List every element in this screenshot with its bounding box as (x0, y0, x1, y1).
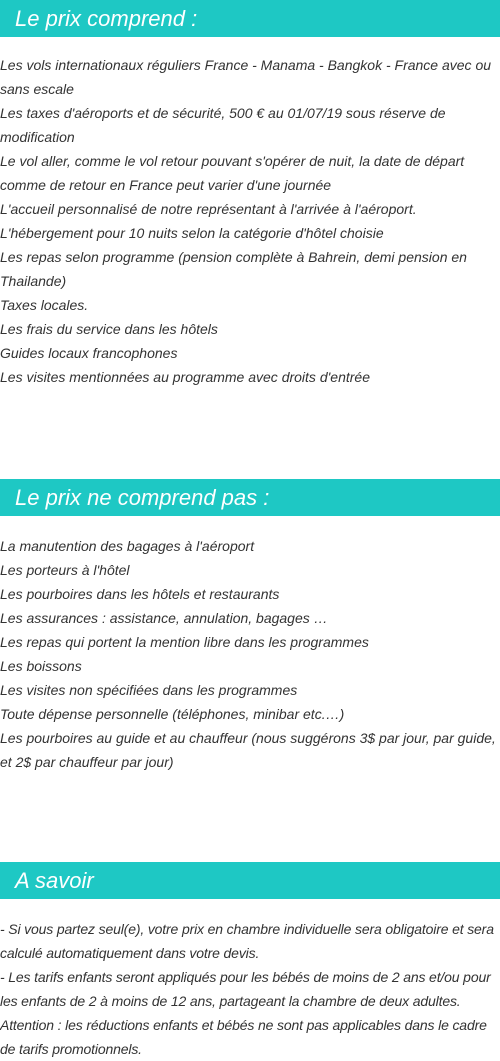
list-item: Les visites non spécifiées dans les programmes (0, 682, 298, 698)
good-to-know-list (0, 917, 500, 1061)
price-includes-section (0, 0, 500, 389)
list-item: Le vol aller, comme le vol retour pouvant s'opérer de nuit, la date de départ comme de retour en France peut varier d'une journée (0, 153, 465, 193)
list-item: Les repas qui portent la mention libre dans les programmes (0, 634, 369, 650)
list-item: - Les tarifs enfants seront appliqués pour les bébés de moins de 2 ans et/ou pour les enfants de 2 à moins de 12 ans, partageant la chambre de deux adultes. (0, 969, 491, 1009)
list-item: L'accueil personnalisé de notre représentant à l'arrivée à l'aéroport. (0, 201, 417, 217)
price-includes-list (0, 53, 500, 389)
list-item: Taxes locales. (0, 297, 89, 313)
list-item: Les visites mentionnées au programme avec droits d'entrée (0, 369, 370, 385)
good-to-know-section (0, 862, 500, 1061)
list-item: Attention : les réductions enfants et bébés ne sont pas applicables dans le cadre de tarifs promotionnels. (0, 1017, 487, 1057)
list-item: Les porteurs à l'hôtel (0, 562, 130, 578)
list-item: Les taxes d'aéroports et de sécurité, 500 € au 01/07/19 sous réserve de modification (0, 105, 446, 145)
list-item: Les assurances : assistance, annulation, bagages … (0, 610, 328, 626)
list-item: Les pourboires au guide et au chauffeur (nous suggérons 3$ par jour, par guide, et 2$ par chauffeur par jour) (0, 730, 496, 770)
list-item: Les repas selon programme (pension complète à Bahrein, demi pension en Thailande) (0, 249, 467, 289)
list-item: Les vols internationaux réguliers France - Manama - Bangkok - France avec ou sans escale (0, 57, 492, 97)
price-excludes-list (0, 534, 500, 774)
list-item: Toute dépense personnelle (téléphones, minibar etc.…) (0, 706, 345, 722)
list-item: - Si vous partez seul(e), votre prix en chambre individuelle sera obligatoire et sera calculé automatiquement dans votre devis. (0, 921, 494, 961)
list-item: L'hébergement pour 10 nuits selon la catégorie d'hôtel choisie (0, 225, 384, 241)
list-item: Les frais du service dans les hôtels (0, 321, 218, 337)
list-item: Les pourboires dans les hôtels et restaurants (0, 586, 280, 602)
list-item: Les boissons (0, 658, 82, 674)
price-excludes-heading: Le prix ne comprend pas : (0, 479, 500, 516)
good-to-know-heading: A savoir (0, 862, 500, 899)
list-item: Guides locaux francophones (0, 345, 178, 361)
price-includes-heading: Le prix comprend : (0, 0, 500, 37)
list-item: La manutention des bagages à l'aéroport (0, 538, 255, 554)
price-excludes-section (0, 479, 500, 774)
